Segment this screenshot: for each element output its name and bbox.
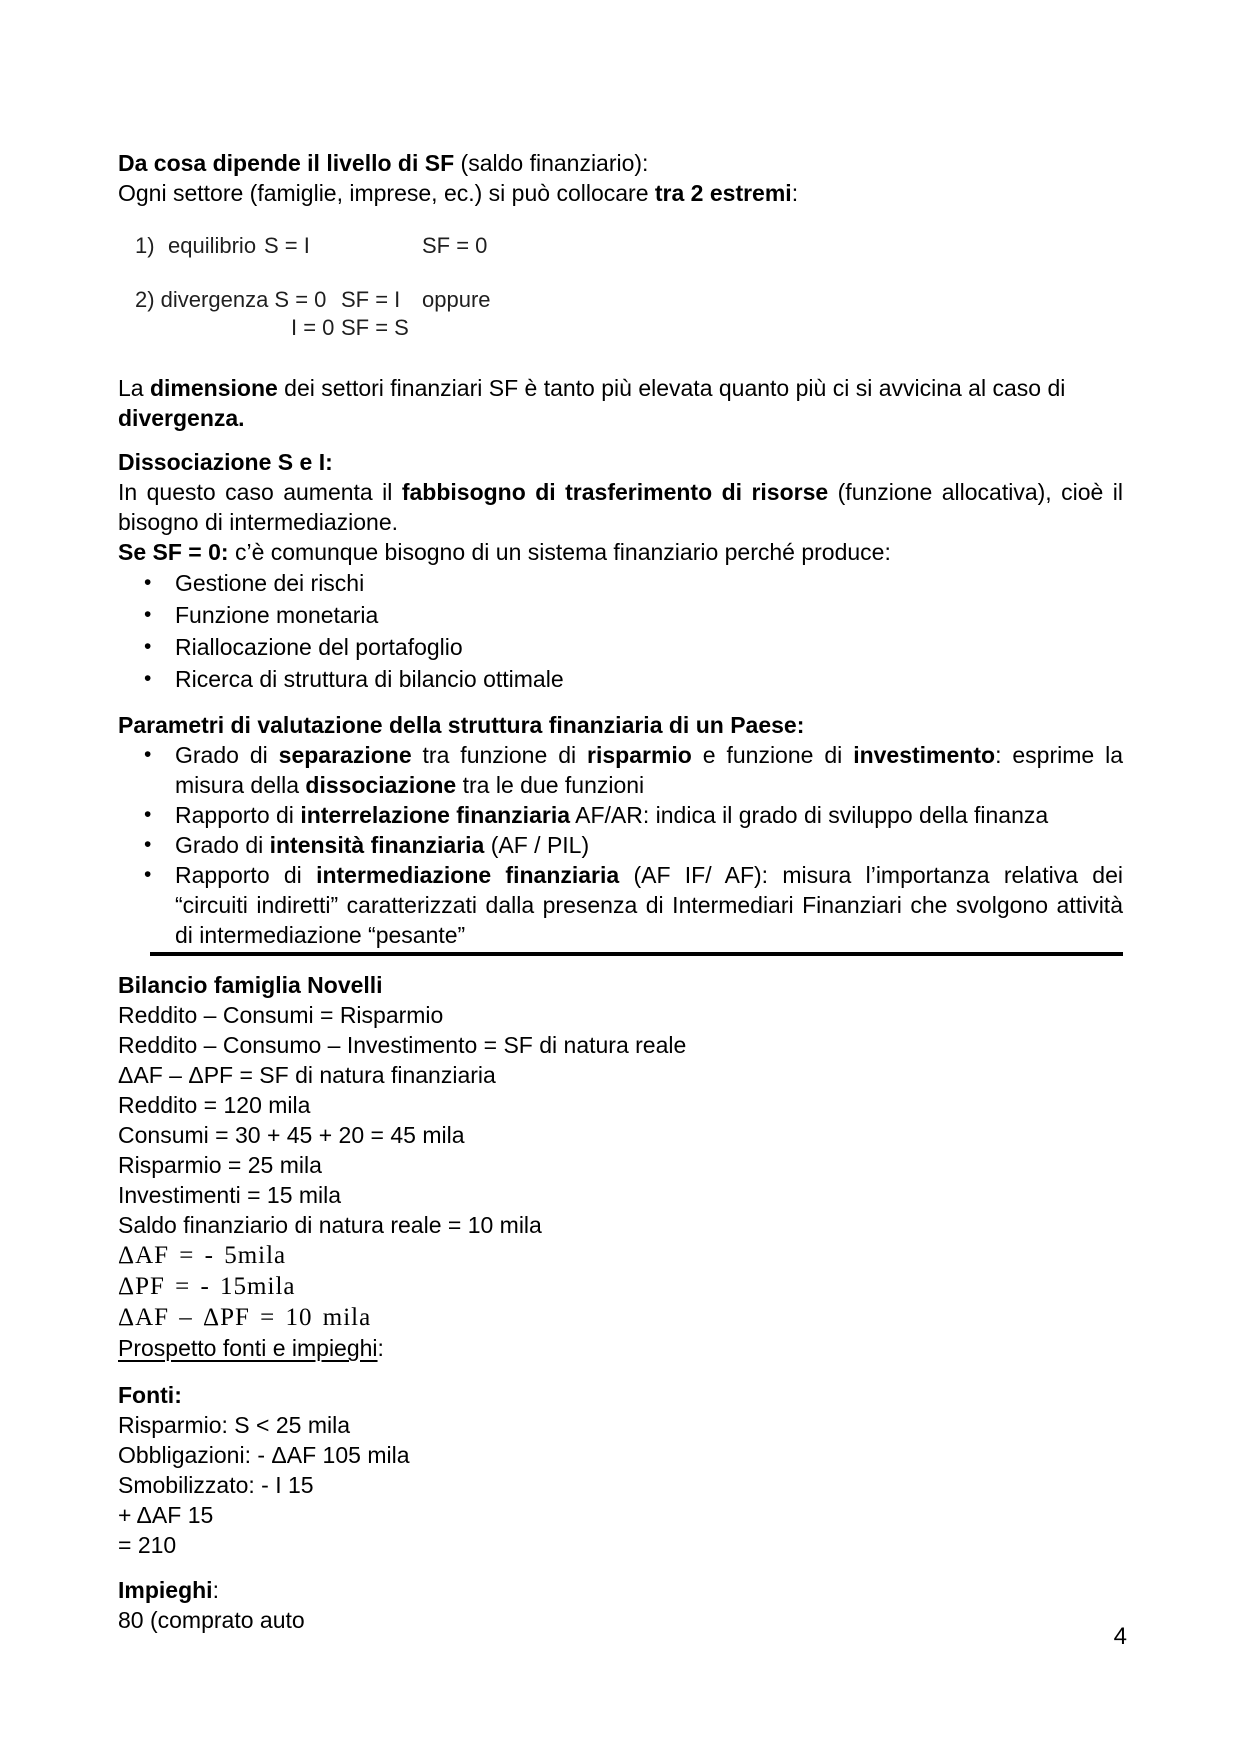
- bullet-ricerca-struttura: • Ricerca di struttura di bilancio ottimale: [118, 663, 1123, 695]
- bilancio-section: [118, 970, 1123, 1363]
- line-saldo-10: Saldo finanziario di natura reale = 10 mila: [118, 1212, 542, 1238]
- formula-sf-equals-i: SF = I: [341, 287, 401, 312]
- line-sf-natura-reale: Reddito – Consumo – Investimento = SF di natura reale: [118, 1032, 687, 1058]
- fonti-heading: Fonti:: [118, 1382, 182, 1408]
- page-content: [118, 0, 1123, 1635]
- line-80-comprato-auto: 80 (comprato auto: [118, 1607, 305, 1633]
- page-number: 4: [1113, 1623, 1127, 1650]
- formula-image-block: [118, 232, 1123, 342]
- dissociazione-heading: Dissociazione S e I:: [118, 449, 333, 475]
- bullet-funzione-monetaria: • Funzione monetaria: [118, 599, 1123, 631]
- impieghi-section: [118, 1575, 1123, 1635]
- formula-label-1: 1): [135, 233, 155, 258]
- parametri-bullet-list: [118, 740, 1123, 950]
- line-delta-af-pf-10: ΔAF – ΔPF = 10 mila: [118, 1304, 372, 1331]
- line-reddito-120: Reddito = 120 mila: [118, 1092, 311, 1118]
- section-divider-rule: [150, 952, 1123, 956]
- impieghi-heading: Impieghi:: [118, 1577, 219, 1603]
- formula-sf-equals-s: SF = S: [341, 315, 409, 340]
- line-risparmio-s-25: Risparmio: S < 25 mila: [118, 1412, 350, 1438]
- formula-row-divergenza-2: [118, 314, 1123, 342]
- formula-row-equilibrio: [118, 232, 1123, 260]
- formula-sf-equals-0: SF = 0: [422, 233, 488, 258]
- intro-line-1: Da cosa dipende il livello di SF (saldo finanziario):: [118, 150, 649, 176]
- bullet-rapporto-interrelazione: • Rapporto di interrelazione finanziaria AF/AR: indica il grado di sviluppo della finanza: [118, 800, 1123, 830]
- line-obbligazioni-105: Obbligazioni: - ΔAF 105 mila: [118, 1442, 410, 1468]
- formula-i-equals-0: I = 0: [291, 315, 335, 340]
- line-prospetto-fonti-impieghi: Prospetto fonti e impieghi:: [118, 1335, 384, 1361]
- line-risparmio-25: Risparmio = 25 mila: [118, 1152, 322, 1178]
- line-smobilizzato-15: Smobilizzato: - I 15: [118, 1472, 314, 1498]
- line-sf-natura-finanziaria: ΔAF – ΔPF = SF di natura finanziaria: [118, 1062, 496, 1088]
- formula-equilibrio: equilibrio: [168, 233, 257, 258]
- bilancio-heading: Bilancio famiglia Novelli: [118, 972, 383, 998]
- bullet-rapporto-intermediazione: • Rapporto di intermediazione finanziaria (AF IF/ AF): misura l’importanza relativa dei “circuiti indiretti” caratterizzati dalla presenza di Intermediari Finanziari che svolgono attività di intermediazione “pesante”: [118, 860, 1123, 950]
- line-investimenti-15: Investimenti = 15 mila: [118, 1182, 342, 1208]
- intro-line-2: Ogni settore (famiglie, imprese, ec.) si può collocare tra 2 estremi:: [118, 180, 799, 206]
- line-plus-delta-af-15: + ΔAF 15: [118, 1502, 214, 1528]
- dimensione-line: La dimensione dei settori finanziari SF è tanto più elevata quanto più ci si avvicina al caso di divergenza.: [118, 375, 1066, 431]
- formula-row-divergenza: [118, 286, 1123, 314]
- line-reddito-consumi-risparmio: Reddito – Consumi = Risparmio: [118, 1002, 444, 1028]
- line-consumi-45: Consumi = 30 + 45 + 20 = 45 mila: [118, 1122, 465, 1148]
- formula-oppure: oppure: [422, 287, 491, 312]
- line-delta-pf-15: ΔPF = - 15mila: [118, 1273, 296, 1300]
- line-delta-af-5: ΔAF = - 5mila: [118, 1242, 287, 1269]
- bullet-grado-intensita: • Grado di intensità finanziaria (AF / PIL): [118, 830, 1123, 860]
- formula-divergenza: 2) divergenza S = 0: [135, 287, 327, 312]
- se-sf-line: Se SF = 0: c’è comunque bisogno di un sistema finanziario perché produce:: [118, 539, 891, 565]
- bullet-grado-separazione: • Grado di separazione tra funzione di risparmio e funzione di investimento: esprime la misura della dissociazione tra le due funzioni: [118, 740, 1123, 800]
- formula-s-equals-i: S = I: [264, 233, 310, 258]
- line-totale-210: = 210: [118, 1532, 177, 1558]
- parametri-heading: Parametri di valutazione della struttura finanziaria di un Paese:: [118, 712, 805, 738]
- fonti-section: [118, 1380, 1123, 1560]
- bullet-riallocazione-portafoglio: • Riallocazione del portafoglio: [118, 631, 1123, 663]
- sistema-bullet-list: [118, 567, 1123, 695]
- dissociazione-paragraph: In questo caso aumenta il fabbisogno di trasferimento di risorse (funzione allocativa), cioè il bisogno di intermediazione.: [118, 479, 1123, 535]
- bullet-gestione-rischi: • Gestione dei rischi: [118, 567, 1123, 599]
